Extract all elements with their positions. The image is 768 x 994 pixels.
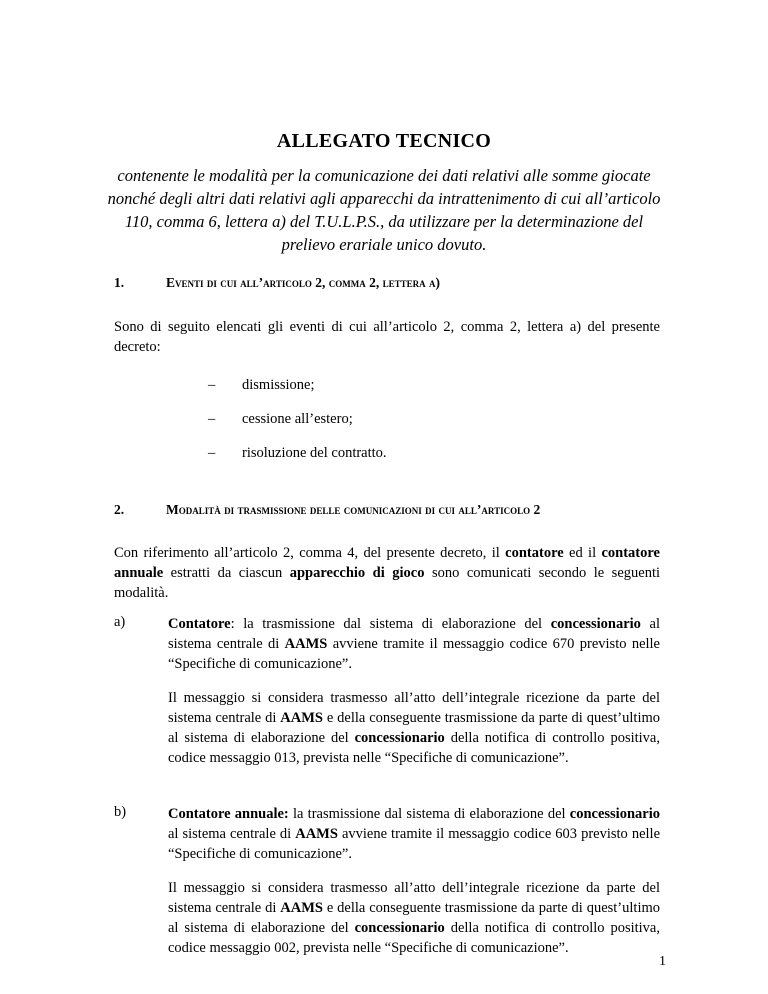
section1-number: 1.	[114, 275, 125, 290]
item-a-paragraph-2: Il messaggio si considera trasmesso all’atto dell’integrale ricezione da parte del sistema centrale di AAMS e della conseguente trasmissione da parte di quest’ultimo al sistema di elaborazione del concessionario della notifica di controllo positiva, codice messaggio 013, prevista nelle “Specifiche di comunicazione”.	[168, 690, 660, 766]
item-b-paragraph-2: Il messaggio si considera trasmesso all’atto dell’integrale ricezione da parte del sistema centrale di AAMS e della conseguente trasmissione da parte di quest’ultimo al sistema di elaborazione del concessionario della notifica di controllo positiva, codice messaggio 002, prevista nelle “Specifiche di comunicazione”.	[168, 880, 660, 956]
item-a-paragraph-1: Contatore: la trasmissione dal sistema di elaborazione del concessionario al sistema centrale di AAMS avviene tramite il messaggio codice 670 previsto nelle “Specifiche di comunicazione”.	[168, 616, 660, 672]
item-b-letter: b)	[114, 804, 127, 820]
document-subtitle: contenente le modalità per la comunicazione dei dati relativi alle somme giocate nonché degli altri dati relativi agli apparecchi da intrattenimento di cui all’articolo 110, comma 6, lettera a) del T.U.L.P.S., da utilizzare per la determinazione del prelievo erariale unico dovuto.	[107, 166, 661, 254]
page-number: 1	[659, 954, 666, 969]
item-a-letter: a)	[114, 614, 126, 630]
dash-bullet: –	[208, 445, 216, 461]
list-item-text: risoluzione del contratto.	[242, 445, 387, 461]
list-item-text: cessione all’estero;	[242, 411, 353, 427]
item-b-paragraph-1: Contatore annuale: la trasmissione dal sistema di elaborazione del concessionario al sistema centrale di AAMS avviene tramite il messaggio codice 603 previsto nelle “Specifiche di comunicazione”.	[168, 806, 660, 862]
section2-number: 2.	[114, 502, 125, 517]
dash-bullet: –	[208, 377, 216, 393]
section2-title: Modalità di trasmissione delle comunicazioni di cui all’articolo 2	[166, 502, 541, 517]
section1-intro: Sono di seguito elencati gli eventi di cui all’articolo 2, comma 2, lettera a) del presente decreto:	[114, 319, 660, 355]
list-item-text: dismissione;	[242, 377, 315, 393]
document-title: ALLEGATO TECNICO	[276, 130, 492, 152]
section2-intro: Con riferimento all’articolo 2, comma 4, del presente decreto, il contatore ed il contatore annuale estratti da ciascun apparecchio di gioco sono comunicati secondo le seguenti modalità.	[114, 545, 660, 601]
dash-bullet: –	[208, 411, 216, 427]
section1-title: Eventi di cui all’articolo 2, comma 2, lettera a)	[166, 275, 440, 290]
